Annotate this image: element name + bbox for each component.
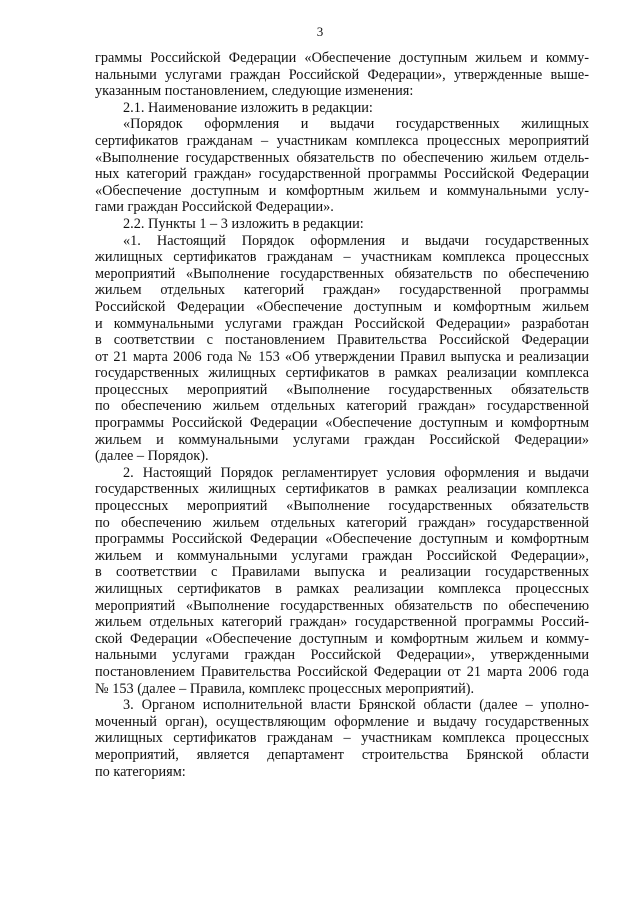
text-line: № 153 (далее – Правила, комплекс процессных мероприятий). — [95, 680, 475, 697]
text-line: гами граждан Российской Федерации». — [95, 199, 334, 216]
text-line: 2. Настоящий Порядок регламентирует условия оформления и выдачи — [123, 464, 589, 481]
text-line: по обеспечению жильем отдельных категорий граждан» государственной — [95, 398, 589, 415]
page-number: 3 — [316, 24, 324, 39]
text-line: «1. Настоящий Порядок оформления и выдачи государственных — [123, 232, 589, 249]
text-line: программы Российской Федерации «Обеспечение доступным и комфортным — [95, 531, 589, 548]
text-line: жильем отдельных категорий граждан» государственной программы Россий- — [95, 614, 589, 631]
text-line: граммы Российской Федерации «Обеспечение доступным жильем и комму- — [95, 50, 589, 66]
text-line: процессных мероприятий «Выполнение государственных обязательств — [95, 498, 589, 515]
text-line: 2.1. Наименование изложить в редакции: — [123, 99, 373, 116]
text-line: государственных жилищных сертификатов в рамках реализации комплекса — [95, 365, 589, 382]
text-line: 3. Органом исполнительной власти Брянской области (далее – уполно- — [123, 697, 589, 714]
text-line: постановлением Правительства Российской Федерации от 21 марта 2006 года — [95, 663, 589, 680]
text-line: жилищных сертификатов гражданам – участникам комплекса процессных — [95, 730, 589, 747]
document-body — [95, 50, 589, 780]
text-line: нальными услугами граждан Российской Федерации», утвержденные выше- — [95, 66, 589, 83]
text-line: и коммунальными услугами граждан Российской Федерации» разработан — [95, 315, 589, 332]
text-line: Российской Федерации «Обеспечение доступным и комфортным жильем — [95, 298, 589, 315]
text-line: «Обеспечение доступным и комфортным жильем и коммунальными услу- — [95, 182, 589, 199]
text-line: моченный орган), осуществляющим оформление и выдачу государственных — [95, 713, 589, 730]
text-line: «Порядок оформления и выдачи государственных жилищных — [123, 116, 589, 133]
text-line: ской Федерации «Обеспечение доступным и комфортным жильем и комму- — [95, 630, 589, 647]
text-line: по обеспечению жильем отдельных категорий граждан» государственной — [95, 514, 589, 531]
text-line: государственных жилищных сертификатов в рамках реализации комплекса — [95, 481, 589, 498]
text-line: программы Российской Федерации «Обеспечение доступным и комфортным — [95, 415, 589, 432]
text-line: (далее – Порядок). — [95, 448, 209, 465]
text-line: по категориям: — [95, 763, 186, 780]
text-line: жильем отдельных категорий граждан» государственной программы — [95, 282, 589, 299]
text-line: жильем и коммунальными услугами граждан Российской Федерации» — [95, 431, 589, 448]
text-line: указанным постановлением, следующие изменения: — [95, 83, 414, 100]
text-line: «Выполнение государственных обязательств по обеспечению жильем отдель- — [95, 149, 589, 166]
text-line: процессных мероприятий «Выполнение государственных обязательств — [95, 381, 589, 398]
text-line: 2.2. Пункты 1 – 3 изложить в редакции: — [123, 215, 364, 232]
text-line: жилищных сертификатов гражданам – участникам комплекса процессных — [95, 249, 589, 266]
text-line: жильем и коммунальными услугами граждан Российской Федерации», — [95, 547, 589, 564]
text-line: от 21 марта 2006 года № 153 «Об утверждении Правил выпуска и реализации — [95, 348, 589, 365]
text-line: в соответствии с Правилами выпуска и реализации государственных — [95, 564, 589, 581]
text-line: сертификатов гражданам – участникам комплекса процессных мероприятий — [95, 132, 589, 149]
text-line: ных категорий граждан» государственной программы Российской Федерации — [95, 166, 589, 183]
text-line: жилищных сертификатов в рамках реализации комплекса процессных — [95, 581, 589, 597]
text-line: мероприятий «Выполнение государственных обязательств по обеспечению — [95, 597, 589, 614]
text-line: в соответствии с постановлением Правительства Российской Федерации — [95, 332, 589, 349]
text-line: нальными услугами граждан Российской Федерации», утвержденными — [95, 647, 589, 664]
text-line: мероприятий «Выполнение государственных обязательств по обеспечению — [95, 265, 589, 282]
text-line: мероприятий, является департамент строительства Брянской области — [95, 746, 589, 763]
